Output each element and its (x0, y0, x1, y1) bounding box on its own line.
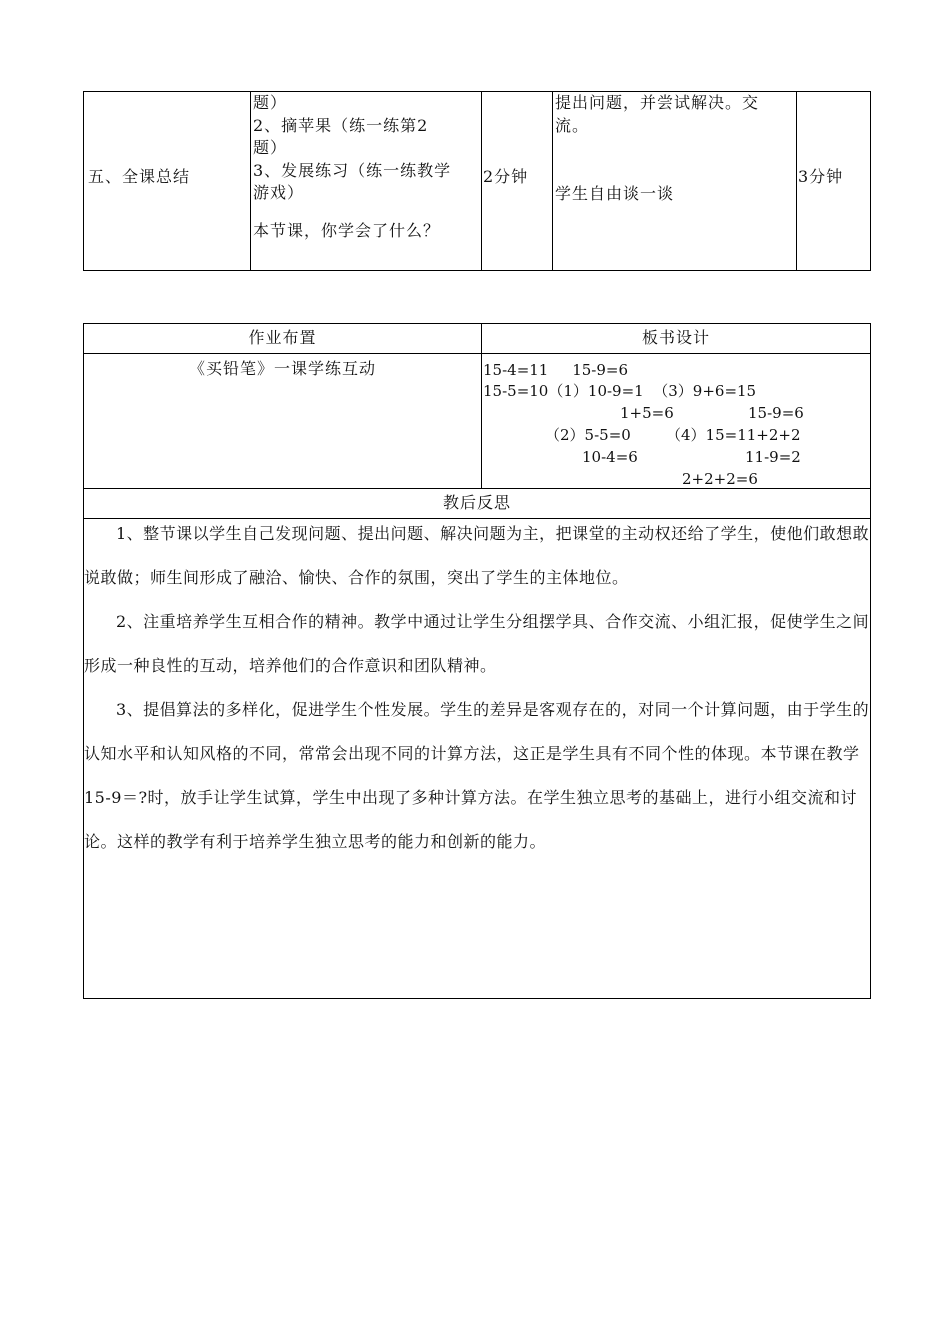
stage-label: 五、全课总结 (88, 167, 191, 186)
table1-bottom-border (83, 270, 871, 271)
homework-content: 《买铅笔》一课学练互动 (188, 359, 376, 378)
reflection-paragraph: 2、注重培养学生互相合作的精神。教学中通过让学生分组摆学具、合作交流、小组汇报，促使学生之间形成一种良性的互动，培养他们的合作意识和团队精神。 (84, 612, 870, 675)
reflection-body (84, 512, 870, 864)
content-line: 2、摘苹果（练一练第2 (253, 116, 429, 135)
board-line: 15-5=10（1）10-9=1 （3）9+6=15 (483, 382, 757, 400)
table1-col-border (250, 91, 251, 271)
table2-top-border (83, 323, 871, 324)
time-cell: 3分钟 (798, 167, 844, 186)
time-cell: 2分钟 (483, 167, 529, 186)
reflection-paragraph: 1、整节课以学生自己发现问题、提出问题、解决问题为主，把课堂的主动权还给了学生，使他们敢想敢说敢做；师生间形成了融洽、愉快、合作的氛围，突出了学生的主体地位。 (84, 524, 870, 587)
content-question: 本节课，你学会了什么？ (253, 221, 441, 240)
table1-col-border (552, 91, 553, 271)
board-line: 15-4=11 15-9=6 (483, 361, 629, 379)
board-line: 1+5=6 (620, 404, 674, 422)
table2-col-border (870, 323, 871, 999)
reflection-title: 教后反思 (442, 493, 511, 512)
content-line: 题） (253, 93, 288, 112)
table1-col-border (870, 91, 871, 271)
table1-col-border (481, 91, 482, 271)
content-line: 题） (253, 138, 288, 157)
board-header: 板书设计 (641, 328, 710, 347)
table2-bottom-border (83, 998, 871, 999)
student-activity-line: 学生自由谈一谈 (555, 184, 675, 203)
content-line: 游戏） (253, 183, 305, 202)
student-activity-line: 提出问题，并尝试解决。交 (555, 93, 760, 112)
board-line: 11-9=2 (745, 448, 801, 466)
content-line: 3、发展练习（练一练教学 (253, 161, 452, 180)
board-line: 10-4=6 (582, 448, 638, 466)
table2-row-border (83, 353, 871, 354)
reflection-paragraph: 3、提倡算法的多样化，促进学生个性发展。学生的差异是客观存在的，对同一个计算问题，由于学生的认知水平和认知风格的不同，常常会出现不同的计算方法，这正是学生具有不同个性的体现。本节课在教学15-9＝?时，放手让学生试算，学生中出现了多种计算方法。在学生独立思考的基础上，进行小组交流和讨论。这样的教学有利于培养学生独立思考的能力和创新的能力。 (84, 700, 870, 851)
board-line: （4）15=11+2+2 (666, 426, 801, 444)
student-activity-line: 流。 (555, 116, 590, 135)
board-line: 15-9=6 (748, 404, 804, 422)
table1-col-border (796, 91, 797, 271)
board-line: 2+2+2=6 (682, 470, 758, 488)
table1-col-border (83, 91, 84, 271)
homework-header: 作业布置 (248, 328, 317, 347)
board-line: （2）5-5=0 (545, 426, 631, 444)
